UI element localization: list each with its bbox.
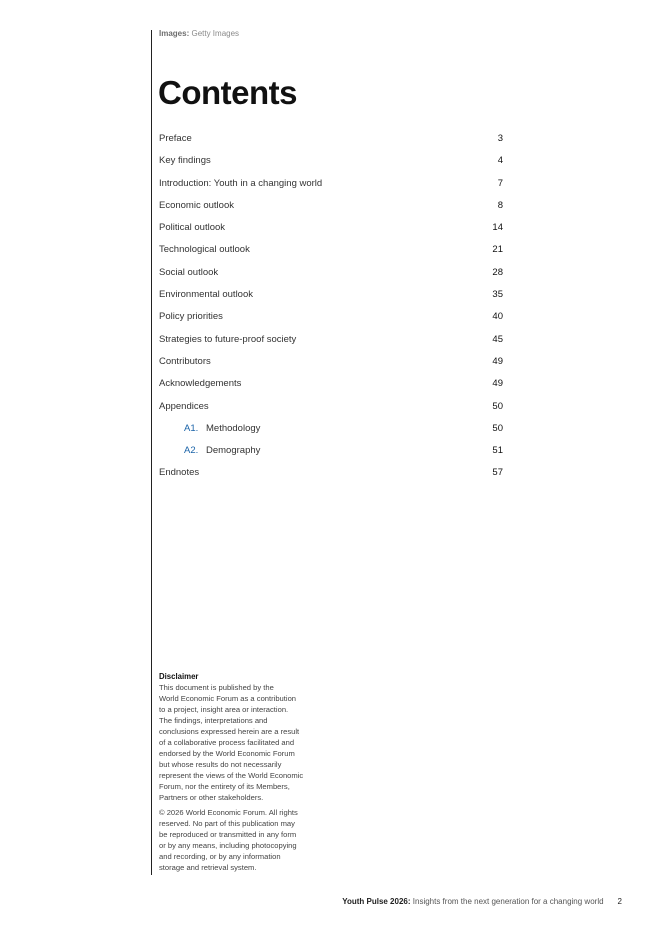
toc-entry-text: Environmental outlook <box>159 289 253 301</box>
toc-entry-label <box>159 284 253 306</box>
toc-entry[interactable] <box>159 418 503 440</box>
image-credit-value: Getty Images <box>191 29 240 38</box>
toc-entry-label <box>159 329 296 351</box>
toc-entry-number: A2. <box>184 445 199 457</box>
disclaimer-line: represent the views of the World Economic <box>159 771 304 780</box>
toc-entry-label <box>184 418 260 440</box>
disclaimer-line: This document is published by the <box>159 683 274 692</box>
disclaimer-line: The findings, interpretations and <box>159 716 268 725</box>
toc-entry[interactable] <box>159 150 503 172</box>
toc-entry[interactable] <box>159 195 503 217</box>
disclaimer <box>159 671 319 873</box>
disclaimer-heading: Disclaimer <box>159 672 199 681</box>
toc-entry-page: 21 <box>492 244 503 256</box>
disclaimer-line: Partners or other stakeholders. <box>159 793 264 802</box>
toc-entry-page: 40 <box>492 311 503 323</box>
disclaimer-line: of a collaborative process facilitated and <box>159 738 295 747</box>
toc-entry-text: Economic outlook <box>159 199 234 211</box>
copyright-line: reserved. No part of this publication may <box>159 819 295 828</box>
toc-entry[interactable] <box>159 462 503 484</box>
toc-entry-page: 49 <box>492 355 503 367</box>
toc-entry-text: Demography <box>206 445 261 457</box>
toc-entry-text: Strategies to future-proof society <box>159 333 297 345</box>
toc-entry-number: A1. <box>184 422 199 434</box>
page-number: 2 <box>617 897 622 906</box>
toc-entry-label <box>159 373 241 395</box>
footer-title: Youth Pulse 2026: <box>342 897 411 906</box>
toc-entry[interactable] <box>159 239 503 261</box>
toc-entry-page: 4 <box>497 155 503 167</box>
toc-entry-page: 7 <box>497 177 503 189</box>
toc-entry[interactable] <box>159 128 503 150</box>
toc-entry-text: Social outlook <box>159 266 219 278</box>
toc-entry-text: Endnotes <box>159 467 200 479</box>
toc-entry-label <box>159 195 234 217</box>
toc-entry-page: 3 <box>497 133 503 144</box>
toc-entry[interactable] <box>159 373 503 395</box>
page-title: Contents <box>158 74 297 111</box>
toc-entry[interactable] <box>159 306 503 328</box>
toc-entry-text: Introduction: Youth in a changing world <box>159 177 323 189</box>
toc-entry-page: 28 <box>492 266 503 278</box>
toc-entry-label <box>159 128 192 150</box>
toc-entry-page: 8 <box>497 199 503 211</box>
image-credit-label: Images: <box>159 29 190 38</box>
disclaimer-line: World Economic Forum as a contribution <box>159 694 297 703</box>
toc-entry[interactable] <box>159 173 503 195</box>
margin-rule <box>151 30 152 875</box>
toc-entry-text: Political outlook <box>159 222 226 234</box>
toc-entry-text: Methodology <box>206 422 261 434</box>
disclaimer-line: but whose results do not necessarily <box>159 760 282 769</box>
toc-entry[interactable] <box>159 351 503 373</box>
toc-entry-label <box>159 239 250 261</box>
footer-subtitle: Insights from the next generation for a changing world <box>412 897 604 906</box>
toc-entry-page: 50 <box>492 400 503 412</box>
toc-entry-label <box>184 440 260 462</box>
toc-entry-text: Acknowledgements <box>159 378 242 390</box>
toc-entry[interactable] <box>159 396 503 418</box>
copyright-line: © 2026 World Economic Forum. All rights <box>159 808 298 817</box>
toc-entry-text: Technological outlook <box>159 244 250 256</box>
disclaimer-body <box>159 682 319 803</box>
toc-entry-label <box>159 150 211 172</box>
copyright-line: and recording, or by any information <box>159 852 281 861</box>
toc-entry-page: 14 <box>492 222 503 234</box>
toc-entry-label <box>159 351 211 373</box>
disclaimer-line: Forum, nor the entirety of its Members, <box>159 782 290 791</box>
toc-entry-label <box>159 396 209 418</box>
toc-entry-page: 45 <box>492 333 503 345</box>
image-credit <box>159 29 239 38</box>
copyright-notice <box>159 807 319 873</box>
toc-entry-page: 49 <box>492 378 503 390</box>
disclaimer-line: endorsed by the World Economic Forum <box>159 749 295 758</box>
toc-entry-text: Key findings <box>159 155 211 167</box>
toc-entry-label <box>159 462 199 484</box>
toc-entry-page: 57 <box>492 467 503 479</box>
toc-entry-label <box>159 262 218 284</box>
toc-entry-page: 51 <box>492 445 503 457</box>
toc-entry-label <box>159 173 322 195</box>
toc-entry[interactable] <box>159 262 503 284</box>
toc-entry-label <box>159 217 225 239</box>
toc-entry[interactable] <box>159 329 503 351</box>
toc-entry-text: Contributors <box>159 355 211 367</box>
disclaimer-line: conclusions expressed herein are a result <box>159 727 300 736</box>
table-of-contents <box>159 128 503 485</box>
toc-entry-label <box>159 306 223 328</box>
copyright-line: be reproduced or transmitted in any form <box>159 830 297 839</box>
toc-entry-text: Appendices <box>159 400 209 412</box>
toc-entry-page: 50 <box>492 422 503 434</box>
copyright-line: or by any means, including photocopying <box>159 841 297 850</box>
toc-entry[interactable] <box>159 284 503 306</box>
copyright-line: storage and retrieval system. <box>159 863 257 872</box>
toc-entry-page: 35 <box>492 289 503 301</box>
page-footer <box>342 897 622 906</box>
disclaimer-line: to a project, insight area or interaction. <box>159 705 289 714</box>
toc-entry-text: Preface <box>159 133 192 144</box>
toc-entry[interactable] <box>159 217 503 239</box>
toc-entry[interactable] <box>159 440 503 462</box>
toc-entry-text: Policy priorities <box>159 311 223 323</box>
